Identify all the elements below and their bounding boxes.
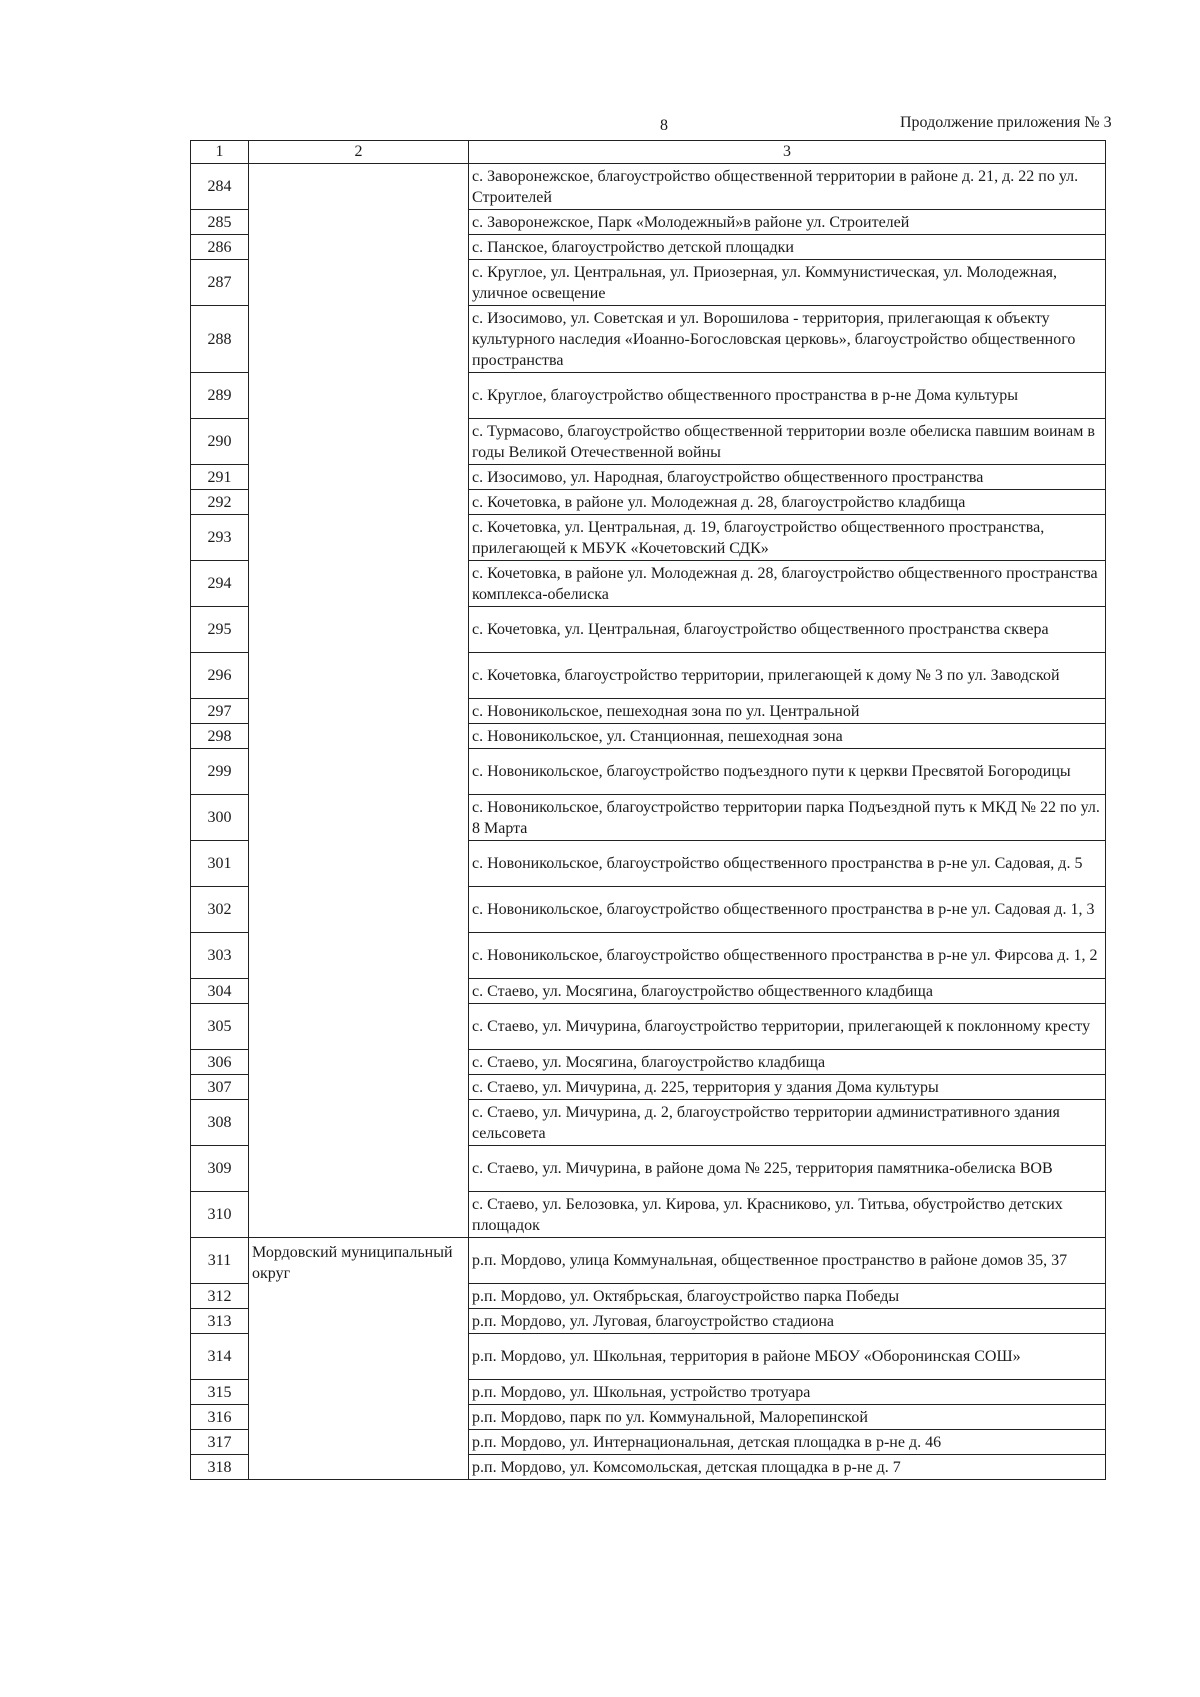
row-number: 310 (191, 1192, 249, 1238)
row-number: 291 (191, 465, 249, 490)
project-description: р.п. Мордово, ул. Интернациональная, детская площадка в р-не д. 46 (469, 1430, 1106, 1455)
row-number: 295 (191, 607, 249, 653)
row-number: 301 (191, 841, 249, 887)
row-number: 307 (191, 1075, 249, 1100)
project-description: с. Новоникольское, благоустройство территории парка Подъездной путь к МКД № 22 по ул. 8 Марта (469, 795, 1106, 841)
row-number: 299 (191, 749, 249, 795)
row-number: 286 (191, 235, 249, 260)
table-header-row (191, 141, 1106, 164)
row-number: 304 (191, 979, 249, 1004)
row-number: 314 (191, 1334, 249, 1380)
project-description: с. Стаево, ул. Белозовка, ул. Кирова, ул. Красниково, ул. Титьва, обустройство детских площадок (469, 1192, 1106, 1238)
row-number: 287 (191, 260, 249, 306)
table-body (191, 164, 1106, 1480)
project-description: р.п. Мордово, парк по ул. Коммунальной, Малорепинской (469, 1405, 1106, 1430)
row-number: 294 (191, 561, 249, 607)
row-number: 288 (191, 306, 249, 373)
project-description: с. Новоникольское, благоустройство общественного пространства в р-не ул. Садовая, д. 5 (469, 841, 1106, 887)
row-number: 311 (191, 1238, 249, 1284)
project-description: с. Стаево, ул. Мосягина, благоустройство кладбища (469, 1050, 1106, 1075)
project-description: с. Новоникольское, благоустройство общественного пространства в р-не ул. Садовая д. 1, 3 (469, 887, 1106, 933)
row-number: 317 (191, 1430, 249, 1455)
row-number: 313 (191, 1309, 249, 1334)
project-description: с. Новоникольское, пешеходная зона по ул. Центральной (469, 699, 1106, 724)
project-description: с. Заворонежское, Парк «Молодежный»в районе ул. Строителей (469, 210, 1106, 235)
row-number: 290 (191, 419, 249, 465)
municipality-cell (249, 164, 469, 1238)
row-number: 297 (191, 699, 249, 724)
project-description: с. Стаево, ул. Мичурина, благоустройство территории, прилегающей к поклонному кресту (469, 1004, 1106, 1050)
project-description: с. Стаево, ул. Мосягина, благоустройство общественного кладбища (469, 979, 1106, 1004)
row-number: 306 (191, 1050, 249, 1075)
projects-table (190, 140, 1106, 1480)
project-description: р.п. Мордово, ул. Октябрьская, благоустройство парка Победы (469, 1284, 1106, 1309)
project-description: с. Новоникольское, ул. Станционная, пешеходная зона (469, 724, 1106, 749)
row-number: 315 (191, 1380, 249, 1405)
project-description: с. Кочетовка, в районе ул. Молодежная д. 28, благоустройство общественного пространства комплекса-обелиска (469, 561, 1106, 607)
project-description: с. Круглое, ул. Центральная, ул. Приозерная, ул. Коммунистическая, ул. Молодежная, уличное освещение (469, 260, 1106, 306)
municipality-cell: Мордовский муниципальный округ (249, 1238, 469, 1480)
project-description: р.п. Мордово, ул. Луговая, благоустройство стадиона (469, 1309, 1106, 1334)
project-description: с. Стаево, ул. Мичурина, д. 225, территория у здания Дома культуры (469, 1075, 1106, 1100)
table-row (191, 1238, 1106, 1284)
project-description: р.п. Мордово, ул. Школьная, устройство тротуара (469, 1380, 1106, 1405)
table-header (191, 141, 1106, 164)
page-number: 8 (660, 117, 668, 134)
project-description: с. Кочетовка, ул. Центральная, благоустройство общественного пространства сквера (469, 607, 1106, 653)
row-number: 293 (191, 515, 249, 561)
row-number: 303 (191, 933, 249, 979)
row-number: 284 (191, 164, 249, 210)
column-header-2: 2 (249, 141, 469, 164)
project-description: р.п. Мордово, ул. Комсомольская, детская площадка в р-не д. 7 (469, 1455, 1106, 1480)
project-description: р.п. Мордово, ул. Школьная, территория в районе МБОУ «Оборонинская СОШ» (469, 1334, 1106, 1380)
row-number: 285 (191, 210, 249, 235)
project-description: с. Круглое, благоустройство общественного пространства в р-не Дома культуры (469, 373, 1106, 419)
row-number: 312 (191, 1284, 249, 1309)
project-description: с. Панское, благоустройство детской площадки (469, 235, 1106, 260)
project-description: с. Кочетовка, благоустройство территории, прилегающей к дому № 3 по ул. Заводской (469, 653, 1106, 699)
row-number: 302 (191, 887, 249, 933)
appendix-continuation-label: Продолжение приложения № 3 (900, 114, 1112, 131)
row-number: 305 (191, 1004, 249, 1050)
project-description: с. Турмасово, благоустройство общественной территории возле обелиска павшим воинам в годы Великой Отечественной войны (469, 419, 1106, 465)
row-number: 289 (191, 373, 249, 419)
row-number: 309 (191, 1146, 249, 1192)
project-description: с. Изосимово, ул. Народная, благоустройство общественного пространства (469, 465, 1106, 490)
row-number: 298 (191, 724, 249, 749)
row-number: 292 (191, 490, 249, 515)
row-number: 316 (191, 1405, 249, 1430)
project-description: с. Изосимово, ул. Советская и ул. Ворошилова - территория, прилегающая к объекту культурного наследия «Иоанно-Богословская церковь», благоустройство общественного пространства (469, 306, 1106, 373)
project-description: с. Стаево, ул. Мичурина, д. 2, благоустройство территории административного здания сельсовета (469, 1100, 1106, 1146)
project-description: с. Заворонежское, благоустройство общественной территории в районе д. 21, д. 22 по ул. Строителей (469, 164, 1106, 210)
row-number: 296 (191, 653, 249, 699)
project-description: с. Кочетовка, в районе ул. Молодежная д. 28, благоустройство кладбища (469, 490, 1106, 515)
project-description: с. Стаево, ул. Мичурина, в районе дома № 225, территория памятника-обелиска ВОВ (469, 1146, 1106, 1192)
project-description: с. Новоникольское, благоустройство общественного пространства в р-не ул. Фирсова д. 1, 2 (469, 933, 1106, 979)
row-number: 318 (191, 1455, 249, 1480)
table-row (191, 164, 1106, 210)
column-header-3: 3 (469, 141, 1106, 164)
row-number: 300 (191, 795, 249, 841)
column-header-1: 1 (191, 141, 249, 164)
project-description: с. Кочетовка, ул. Центральная, д. 19, благоустройство общественного пространства, прилегающей к МБУК «Кочетовский СДК» (469, 515, 1106, 561)
row-number: 308 (191, 1100, 249, 1146)
project-description: с. Новоникольское, благоустройство подъездного пути к церкви Пресвятой Богородицы (469, 749, 1106, 795)
project-description: р.п. Мордово, улица Коммунальная, общественное пространство в районе домов 35, 37 (469, 1238, 1106, 1284)
